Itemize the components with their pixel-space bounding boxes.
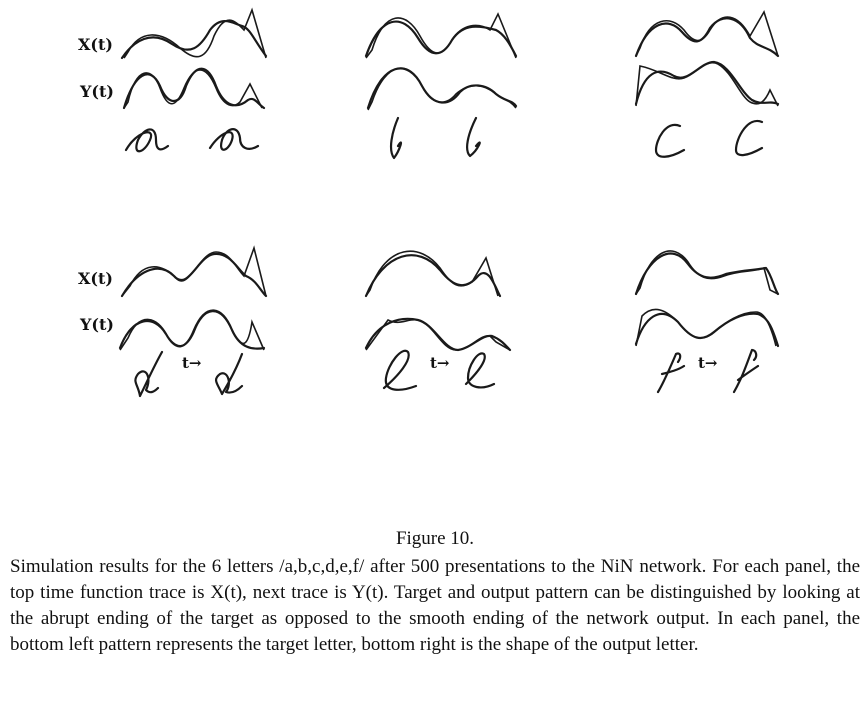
target-letter bbox=[135, 352, 162, 396]
y-output-trace bbox=[124, 69, 264, 108]
y-output-trace bbox=[636, 314, 778, 346]
x-axis-label: X(t) bbox=[78, 269, 113, 288]
y-axis-label: Y(t) bbox=[80, 82, 114, 101]
y-target-trace bbox=[368, 68, 516, 110]
y-axis-label: Y(t) bbox=[80, 315, 114, 334]
x-target-trace bbox=[366, 251, 498, 296]
time-arrow: t→ bbox=[182, 354, 202, 372]
y-target-trace bbox=[636, 63, 778, 106]
time-arrow: t→ bbox=[430, 354, 450, 372]
target-letter bbox=[391, 118, 401, 158]
x-target-trace bbox=[124, 10, 266, 58]
y-output-trace bbox=[368, 68, 516, 108]
panel-a bbox=[78, 10, 266, 151]
panel-f bbox=[636, 251, 778, 392]
output-letter bbox=[210, 129, 258, 150]
x-axis-label: X(t) bbox=[78, 35, 113, 54]
target-letter bbox=[384, 351, 416, 390]
output-letter bbox=[734, 350, 758, 392]
output-letter bbox=[736, 121, 762, 155]
target-letter bbox=[126, 129, 168, 151]
panel-e bbox=[366, 251, 510, 390]
x-output-trace bbox=[122, 21, 266, 58]
x-output-trace bbox=[366, 22, 516, 56]
y-output-trace bbox=[636, 62, 778, 104]
caption-body: Simulation results for the 6 letters /a,b,c,d,e,f/ after 500 presentations to the NiN network. For each panel, the top time function trace is X(t), next trace is Y(t). Target and output pattern can be distinguished by looking at the abrupt ending of the target as opposed to the smooth ending of the network output. In each panel, the bottom left pattern represents the target letter, bottom right is the shape of the output letter. bbox=[10, 556, 860, 655]
figure-caption bbox=[10, 528, 860, 658]
target-letter bbox=[658, 353, 684, 392]
caption-title: Figure 10. bbox=[395, 528, 475, 549]
x-output-trace bbox=[636, 254, 778, 294]
output-letter bbox=[216, 354, 242, 394]
target-letter bbox=[656, 125, 684, 157]
panel-b bbox=[366, 14, 516, 158]
time-arrow: t→ bbox=[698, 354, 718, 372]
y-output-trace bbox=[366, 319, 510, 350]
y-output-trace bbox=[120, 310, 264, 348]
x-output-trace bbox=[122, 254, 266, 296]
output-letter bbox=[466, 353, 494, 387]
panel-d bbox=[78, 248, 266, 396]
panel-c bbox=[636, 12, 778, 157]
output-letter bbox=[467, 118, 480, 156]
